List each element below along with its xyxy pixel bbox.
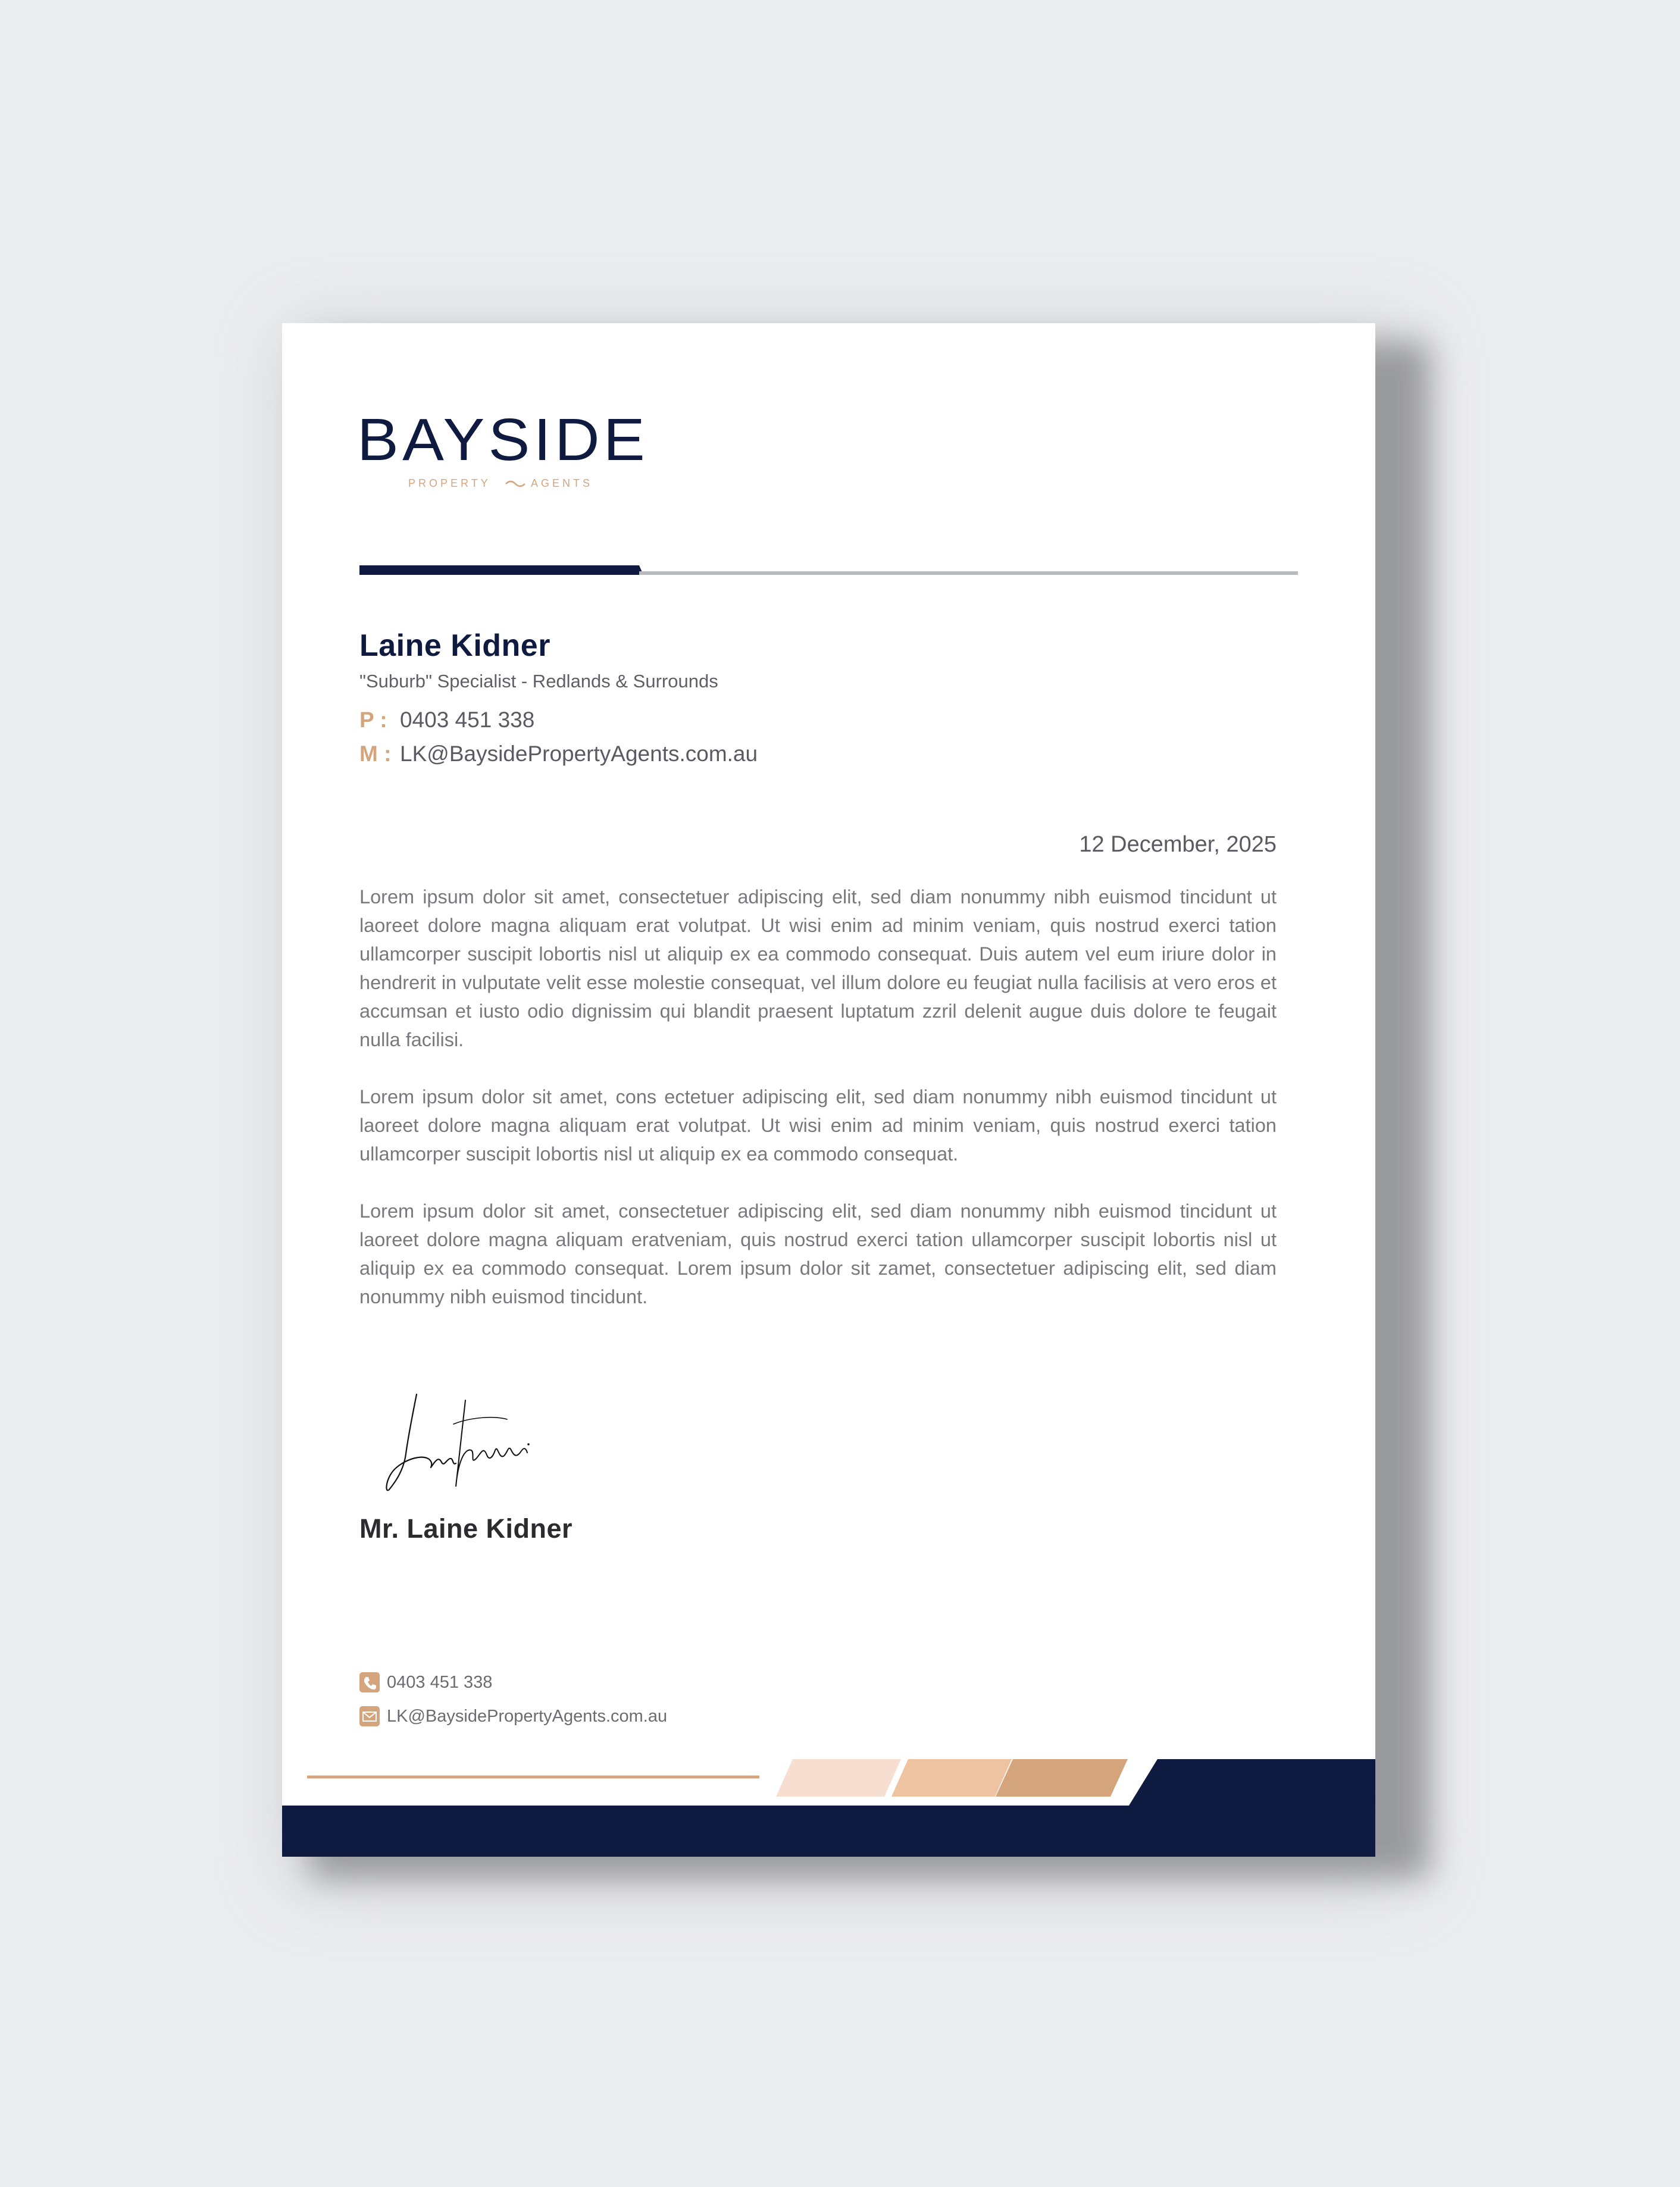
body-paragraph: Lorem ipsum dolor sit amet, consectetuer adipiscing elit, sed diam nonummy nibh euismod tincidunt ut laoreet dolore magna aliquam erat volutpat. Ut wisi enim ad minim veniam, quis nostrud exerci tation ullamcorper suscipit lobortis nisl ut aliquip ex ea commodo consequat. Duis autem vel eum iriure dolor in hendrerit in vulputate velit esse molestie consequat, vel illum dolore eu feugiat nulla facilisis at vero eros et accumsan et iusto odio dignissim qui blandit praesent luptatum zzril delenit augue duis dolore te feugait nulla facilisi. [359, 886, 1277, 1050]
footer-email[interactable]: LK@BaysidePropertyAgents.com.au [387, 1706, 668, 1726]
sender-phone[interactable]: 0403 451 338 [400, 708, 535, 732]
footer-stripe-light [776, 1759, 901, 1797]
logo-tagline-left: PROPERTY [408, 477, 491, 489]
sender-email[interactable]: LK@BaysidePropertyAgents.com.au [400, 741, 758, 766]
footer-decoration [282, 323, 1375, 1857]
letterhead-page [282, 323, 1375, 1857]
sender-title: "Suburb" Specialist - Redlands & Surrounds [359, 671, 718, 692]
email-label: M : [359, 741, 392, 766]
body-paragraph: Lorem ipsum dolor sit amet, cons ectetuer adipiscing elit, sed diam nonummy nibh euismod tincidunt ut laoreet dolore magna aliquam erat volutpat. Ut wisi enim ad minim veniam, quis nostrud exerci tation ullamcorper suscipit lobortis nisl ut aliquip ex ea commodo consequat. [359, 1086, 1277, 1165]
letter-date: 12 December, 2025 [1079, 832, 1277, 857]
signer-name: Mr. Laine Kidner [359, 1513, 573, 1544]
footer-stripe-mid [891, 1759, 1012, 1797]
phone-label: P : [359, 708, 387, 732]
footer-stripe-gold [996, 1759, 1128, 1797]
sender-name: Laine Kidner [359, 628, 550, 663]
footer-phone[interactable]: 0403 451 338 [387, 1672, 493, 1692]
logo-wordmark: BAYSIDE [357, 406, 649, 473]
logo-tagline-right: AGENTS [531, 477, 593, 489]
body-paragraph: Lorem ipsum dolor sit amet, consectetuer adipiscing elit, sed diam nonummy nibh euismod tincidunt ut laoreet dolore magna aliquam eratveniam, quis nostrud exerci tation ullamcorper suscipit lobortis nisl ut aliquip ex ea commodo consequat. Lorem ipsum dolor sit zamet, consectetuer adipiscing elit, sed diam nonummy nibh euismod tincidunt. [359, 1200, 1277, 1307]
